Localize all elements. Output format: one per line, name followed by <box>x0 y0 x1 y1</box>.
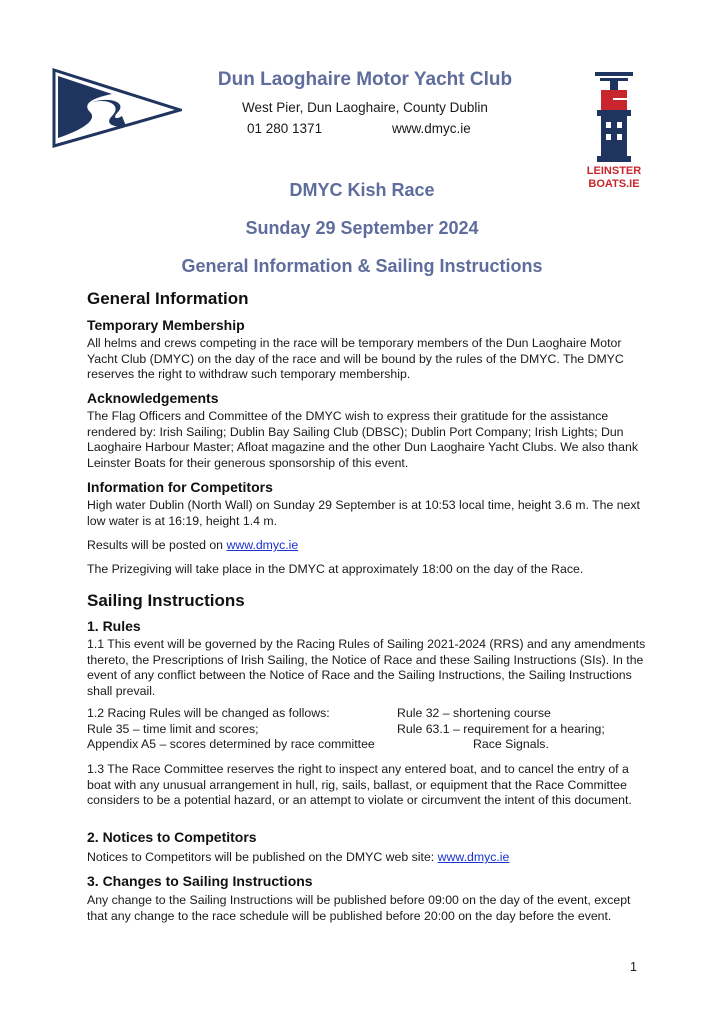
club-address: West Pier, Dun Laoghaire, County Dublin <box>242 100 488 115</box>
race-signals-text: Race Signals. <box>473 737 549 751</box>
club-contact <box>247 121 471 136</box>
tide-information-text: High water Dublin (North Wall) on Sunday 29 September is at 10:53 local time, height 3.6 m. The next low water is at 16:19, height 1.4 m. <box>87 498 640 528</box>
results-line <box>87 538 647 554</box>
notices-line <box>87 850 647 866</box>
rule-1-1-text: 1.1 This event will be governed by the Racing Rules of Sailing 2021-2024 (RRS) and any amendments thereto, the Prescriptions of Irish Sailing, the Notice of Race and these Sailing Instructions (SIs). In the event of any conflict between the Notice of Race and the Sailing Instructions, the Sailing Instructions shall prevail. <box>87 637 646 698</box>
acknowledgements-text: The Flag Officers and Committee of the DMYC wish to express their gratitude for the assistance rendered by: Irish Sailing; Dublin Bay Sailing Club (DBSC); Dublin Port Company; Irish Lights; Dun Laoghaire Harbour Master; Afloat magazine and the other Dun Laoghaire Yacht Clubs. We also thank Leinster Boats for their generous sponsorship of this event. <box>87 409 638 470</box>
notices-text: Notices to Competitors will be published on the DMYC web site: <box>87 850 438 864</box>
page-number: 1 <box>630 960 637 974</box>
club-website: www.dmyc.ie <box>392 121 471 136</box>
results-link[interactable]: www.dmyc.ie <box>226 538 299 552</box>
changes-heading: 3. Changes to Sailing Instructions <box>87 873 313 889</box>
rule-row <box>87 737 647 753</box>
temporary-membership-text: All helms and crews competing in the race will be temporary members of the Dun Laoghaire Motor Yacht Club (DMYC) on the day of the race and will be bound by the rules of the DMYC. The DMYC reserves the right to withdraw such temporary membership. <box>87 336 624 381</box>
rule-row <box>87 706 647 722</box>
document-title: General Information & Sailing Instructions <box>181 256 543 276</box>
sailing-instructions-heading: Sailing Instructions <box>87 591 245 610</box>
notices-heading: 2. Notices to Competitors <box>87 829 257 845</box>
information-for-competitors-heading: Information for Competitors <box>87 479 273 495</box>
rule-1-2-changes <box>87 706 647 753</box>
changes-text: Any change to the Sailing Instructions will be published before 09:00 on the day of the event, except that any change to the race schedule will be published before 20:00 on the day before the event. <box>87 893 631 923</box>
appendix-a5-text: Appendix A5 – scores determined by race committee <box>87 737 375 751</box>
notices-link[interactable]: www.dmyc.ie <box>437 850 510 864</box>
rule-1-3-text: 1.3 The Race Committee reserves the right to inspect any entered boat, and to cancel the entry of a boat with any unusual arrangement in hull, rig, sails, ballast, or equipment that the Race Committee considers to be a potential hazard, or an attempt to violate or circumvent the intent of this document. <box>87 762 632 807</box>
logo-text-boats: BOATS.IE <box>588 178 640 190</box>
rule-32-text: Rule 32 – shortening course <box>397 706 551 720</box>
rule-row <box>87 722 647 738</box>
results-text: Results will be posted on <box>87 538 227 552</box>
club-name: Dun Laoghaire Motor Yacht Club <box>217 69 513 90</box>
club-phone: 01 280 1371 <box>247 121 323 136</box>
rule-1-2-intro: 1.2 Racing Rules will be changed as follows: <box>87 706 330 720</box>
event-date: Sunday 29 September 2024 <box>245 218 479 238</box>
event-title: DMYC Kish Race <box>289 180 435 200</box>
logo-text-leinster: LEINSTER <box>586 165 642 177</box>
acknowledgements-heading: Acknowledgements <box>87 390 219 406</box>
rule-35-text: Rule 35 – time limit and scores; <box>87 721 259 736</box>
rules-heading: 1. Rules <box>87 618 141 634</box>
prizegiving-text: The Prizegiving will take place in the DMYC at approximately 18:00 on the day of the Race. <box>87 562 584 576</box>
rule-63-1-text: Rule 63.1 – requirement for a hearing; <box>397 721 605 736</box>
temporary-membership-heading: Temporary Membership <box>87 317 245 333</box>
general-information-heading: General Information <box>87 289 249 308</box>
leinster-boats-logo <box>583 70 645 192</box>
